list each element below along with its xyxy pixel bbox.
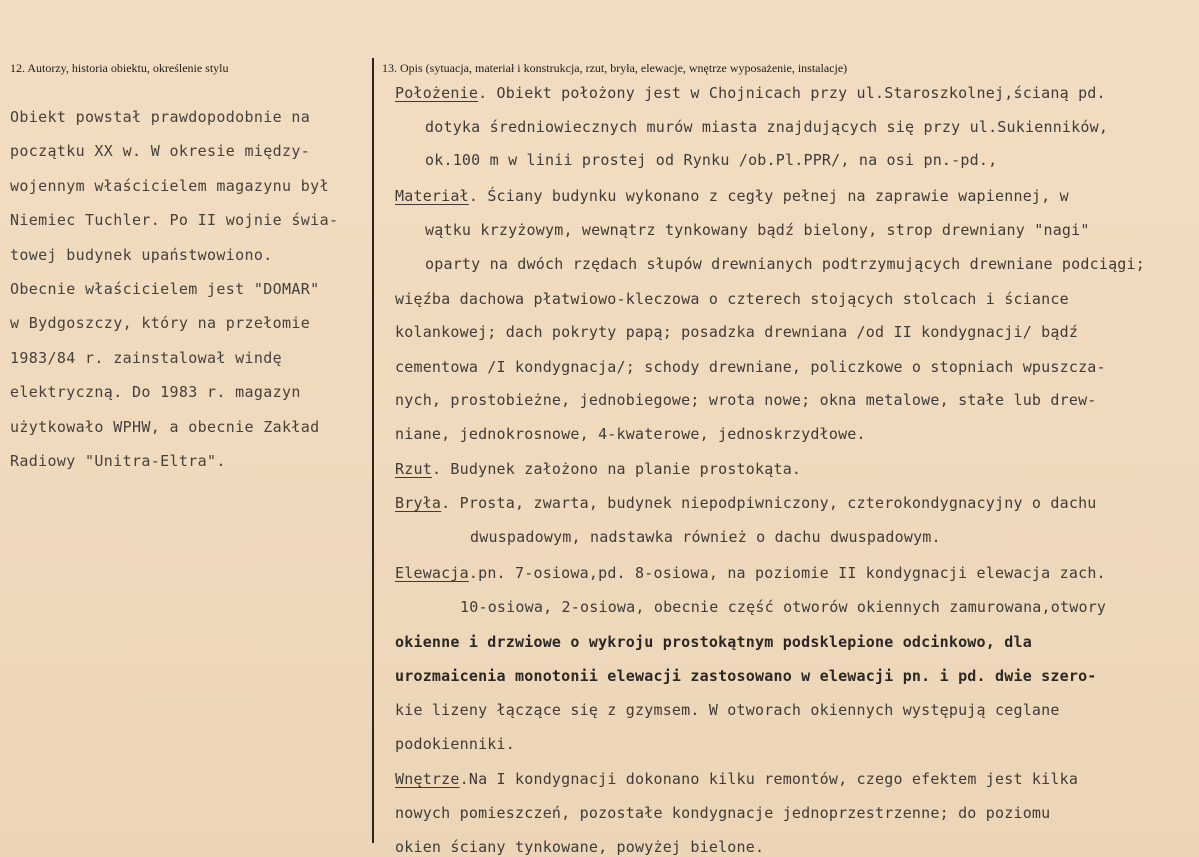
- line-text: dotyka średniowiecznych murów miasta znajdujących się przy ul.Sukienników,: [425, 118, 1109, 136]
- line-text: okien ściany tynkowane, powyżej bielone.: [395, 838, 765, 856]
- section-label: Bryła: [395, 494, 442, 512]
- line-text: okienne i drzwiowe o wykroju prostokątnym podsklepione odcinkowo, dla: [395, 633, 1032, 651]
- line-text: wątku krzyżowym, wewnątrz tynkowany bądź bielony, strop drewniany "nagi": [425, 221, 1090, 239]
- history-line: Obecnie właścicielem jest "DOMAR": [10, 279, 320, 298]
- description-line: [395, 187, 1069, 205]
- line-text: cementowa /I kondygnacja/; schody drewniane, policzkowe o stopniach wpuszcza-: [395, 358, 1106, 376]
- section-label: Położenie: [395, 84, 479, 102]
- section-label: Wnętrze: [395, 770, 460, 788]
- history-text: [10, 100, 360, 478]
- description-line: [395, 323, 1078, 341]
- line-text: oparty na dwóch rzędach słupów drewnianych podtrzymujących drewniane podciągi;: [425, 255, 1145, 273]
- line-text: nowych pomieszczeń, pozostałe kondygnacje jednoprzestrzenne; do poziomu: [395, 804, 1051, 822]
- description-line: [460, 598, 1106, 616]
- line-text: kie lizeny łączące się z gzymsem. W otworach okiennych występują ceglane: [395, 701, 1060, 719]
- history-line: 1983/84 r. zainstalował windę: [10, 348, 283, 367]
- line-text: podokienniki.: [395, 735, 515, 753]
- history-line: Niemiec Tuchler. Po II wojnie świa-: [10, 211, 339, 230]
- line-text: . Prosta, zwarta, budynek niepodpiwniczony, czterokondygnacyjny o dachu: [441, 494, 1097, 512]
- line-text: . Budynek założono na planie prostokąta.: [431, 460, 802, 478]
- history-line: Obiekt powstał prawdopodobnie na: [10, 108, 311, 126]
- description-line: [470, 528, 941, 546]
- section-label: Materiał: [395, 187, 469, 205]
- description-line: [395, 494, 1097, 512]
- description-line: [425, 255, 1145, 273]
- description-line: [395, 838, 764, 856]
- line-text: niane, jednokrosnowe, 4-kwaterowe, jednoskrzydłowe.: [395, 425, 866, 443]
- description-line: [425, 151, 997, 169]
- description-line: [425, 221, 1090, 239]
- description-line: [395, 735, 515, 753]
- description-line: [395, 358, 1106, 376]
- line-text: .Na I kondygnacji dokonano kilku remontów, czego efektem jest kilka: [459, 770, 1079, 788]
- history-line: Radiowy "Unitra-Eltra".: [10, 451, 226, 470]
- line-text: ok.100 m w linii prostej od Rynku /ob.Pl.PPR/, na osi pn.-pd.,: [425, 151, 998, 169]
- description-line: [395, 290, 1069, 308]
- history-line: wojennym właścicielem magazynu był: [10, 176, 329, 195]
- history-line: w Bydgoszczy, który na przełomie: [10, 314, 311, 333]
- description-line: [395, 425, 866, 443]
- line-text: . Obiekt położony jest w Chojnicach przy ul.Staroszkolnej,ścianą pd.: [478, 84, 1106, 102]
- description-line: [395, 701, 1060, 719]
- description-line: [395, 804, 1050, 822]
- line-text: .pn. 7-osiowa,pd. 8-osiowa, na poziomie II kondygnacji elewacja zach.: [468, 564, 1106, 582]
- line-text: urozmaicenia monotonii elewacji zastosowano w elewacji pn. i pd. dwie szero-: [395, 667, 1097, 685]
- description-line: [395, 633, 1032, 651]
- history-line: towej budynek upaństwowiono.: [10, 245, 273, 264]
- description-line: [395, 564, 1106, 582]
- line-text: dwuspadowym, nadstawka również o dachu dwuspadowym.: [470, 528, 941, 546]
- description-line: [395, 84, 1106, 102]
- history-line: elektryczną. Do 1983 r. magazyn: [10, 383, 301, 402]
- description-line: [395, 460, 801, 478]
- line-text: nych, prostobieżne, jednobiegowe; wrota nowe; okna metalowe, stałe lub drew-: [395, 391, 1097, 409]
- column-divider: [372, 58, 374, 843]
- line-text: 10-osiowa, 2-osiowa, obecnie część otworów okiennych zamurowana,otwory: [460, 598, 1107, 616]
- description-line: [395, 667, 1097, 685]
- left-column-header: 12. Autorzy, historia obiektu, określenie stylu: [10, 61, 229, 75]
- right-column-header: 13. Opis (sytuacja, materiał i konstrukcja, rzut, bryła, elewacje, wnętrze wyposażenie, instalacje): [382, 61, 848, 75]
- description-line: [395, 770, 1078, 788]
- section-label: Elewacja: [395, 564, 469, 582]
- line-text: więźba dachowa płatwiowo-kleczowa o czterech stojących stolcach i ściance: [395, 290, 1069, 308]
- line-text: kolankowej; dach pokryty papą; posadzka drewniana /od II kondygnacji/ bądź: [395, 323, 1079, 341]
- section-label: Rzut: [395, 460, 432, 478]
- description-line: [425, 118, 1108, 136]
- line-text: . Ściany budynku wykonano z cegły pełnej na zaprawie wapiennej, w: [468, 187, 1069, 205]
- description-line: [395, 391, 1097, 409]
- history-line: użytkowało WPHW, a obecnie Zakład: [10, 417, 320, 436]
- history-line: początku XX w. W okresie między-: [10, 142, 311, 161]
